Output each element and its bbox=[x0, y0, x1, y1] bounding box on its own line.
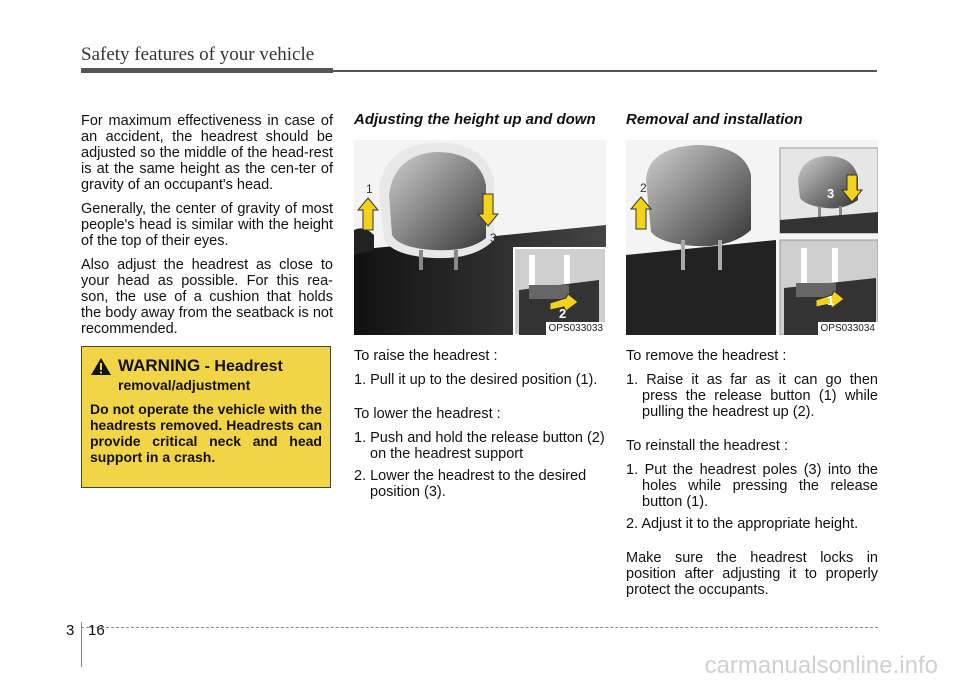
warning-triangle-icon bbox=[90, 357, 112, 376]
header-rule bbox=[81, 68, 333, 73]
list-item: 2. Lower the headrest to the desired position (3). bbox=[354, 468, 587, 500]
paragraph: For maximum effectiveness in case of an accident, the headrest should be adjusted so the middle of the head-rest is at the same height as the cen-ter of gravity of an occupant's head. bbox=[81, 113, 333, 193]
instruction-list bbox=[354, 372, 606, 388]
figure-code: OPS033034 bbox=[818, 322, 879, 335]
list-item: 1. Push and hold the release button (2) on the headrest support bbox=[354, 430, 605, 462]
list-item: 1. Raise it as far as it can go then press the release button (1) while pulling the headrest up (2). bbox=[626, 372, 878, 420]
paragraph: Generally, the center of gravity of most people's head is similar with the height of the top of their eyes. bbox=[81, 201, 333, 249]
footer-divider bbox=[81, 622, 82, 667]
instruction-list bbox=[626, 462, 878, 532]
instruction-intro: To reinstall the headrest : bbox=[626, 438, 789, 454]
chapter-number: 3 bbox=[66, 622, 75, 639]
list-item: 2. Adjust it to the appropriate height. bbox=[626, 516, 859, 532]
figure-label: 3 bbox=[490, 231, 497, 245]
figure-code: OPS033033 bbox=[546, 322, 607, 335]
figure-label: 3 bbox=[827, 186, 835, 201]
warning-title bbox=[118, 357, 283, 375]
figure-removal bbox=[626, 140, 878, 335]
instruction-list bbox=[626, 372, 878, 420]
column-intro bbox=[81, 113, 333, 345]
figure-adjusting bbox=[354, 140, 606, 335]
removal-instructions bbox=[626, 348, 878, 606]
instruction-intro: To raise the headrest : bbox=[354, 348, 498, 364]
header-rule-thin bbox=[333, 70, 877, 72]
column-adjusting bbox=[354, 112, 606, 138]
warning-body: Do not operate the vehicle with the headrests removed. Headrests can provide critical neck and head support in a crash. bbox=[90, 401, 322, 465]
warning-label: WARNING bbox=[118, 356, 201, 375]
headrest-removal-illustration bbox=[626, 140, 878, 335]
list-item: 1. Pull it up to the desired position (1). bbox=[354, 372, 598, 388]
column-removal bbox=[626, 112, 878, 138]
paragraph: Make sure the headrest locks in position after adjusting it to properly protect the occupants. bbox=[626, 550, 878, 598]
instruction-intro: To lower the headrest : bbox=[354, 406, 501, 422]
footer-rule bbox=[81, 627, 878, 628]
paragraph: Also adjust the headrest as close to your head as possible. For this rea-son, the use of a cushion that holds the body away from the seatback is not recommended. bbox=[81, 257, 333, 337]
section-title: Removal and installation bbox=[626, 111, 803, 128]
warning-subtitle: removal/adjustment bbox=[118, 377, 251, 393]
list-item: 1. Put the headrest poles (3) into the holes while pressing the release button (1). bbox=[626, 462, 878, 510]
figure-label: 2 bbox=[559, 306, 567, 321]
page-number: 16 bbox=[88, 622, 105, 639]
raise-instructions bbox=[354, 348, 606, 508]
warning-topic: - Headrest bbox=[204, 358, 283, 375]
header-title: Safety features of your vehicle bbox=[81, 44, 315, 65]
section-title: Adjusting the height up and down bbox=[354, 111, 596, 128]
instruction-intro: To remove the headrest : bbox=[626, 348, 787, 364]
instruction-list bbox=[354, 430, 606, 500]
figure-label: 1 bbox=[366, 182, 373, 196]
figure-label: 1 bbox=[827, 293, 835, 308]
figure-label: 2 bbox=[640, 181, 647, 195]
warning-box bbox=[81, 346, 331, 488]
headrest-illustration bbox=[354, 140, 606, 335]
watermark: carmanualsonline.info bbox=[704, 652, 938, 679]
